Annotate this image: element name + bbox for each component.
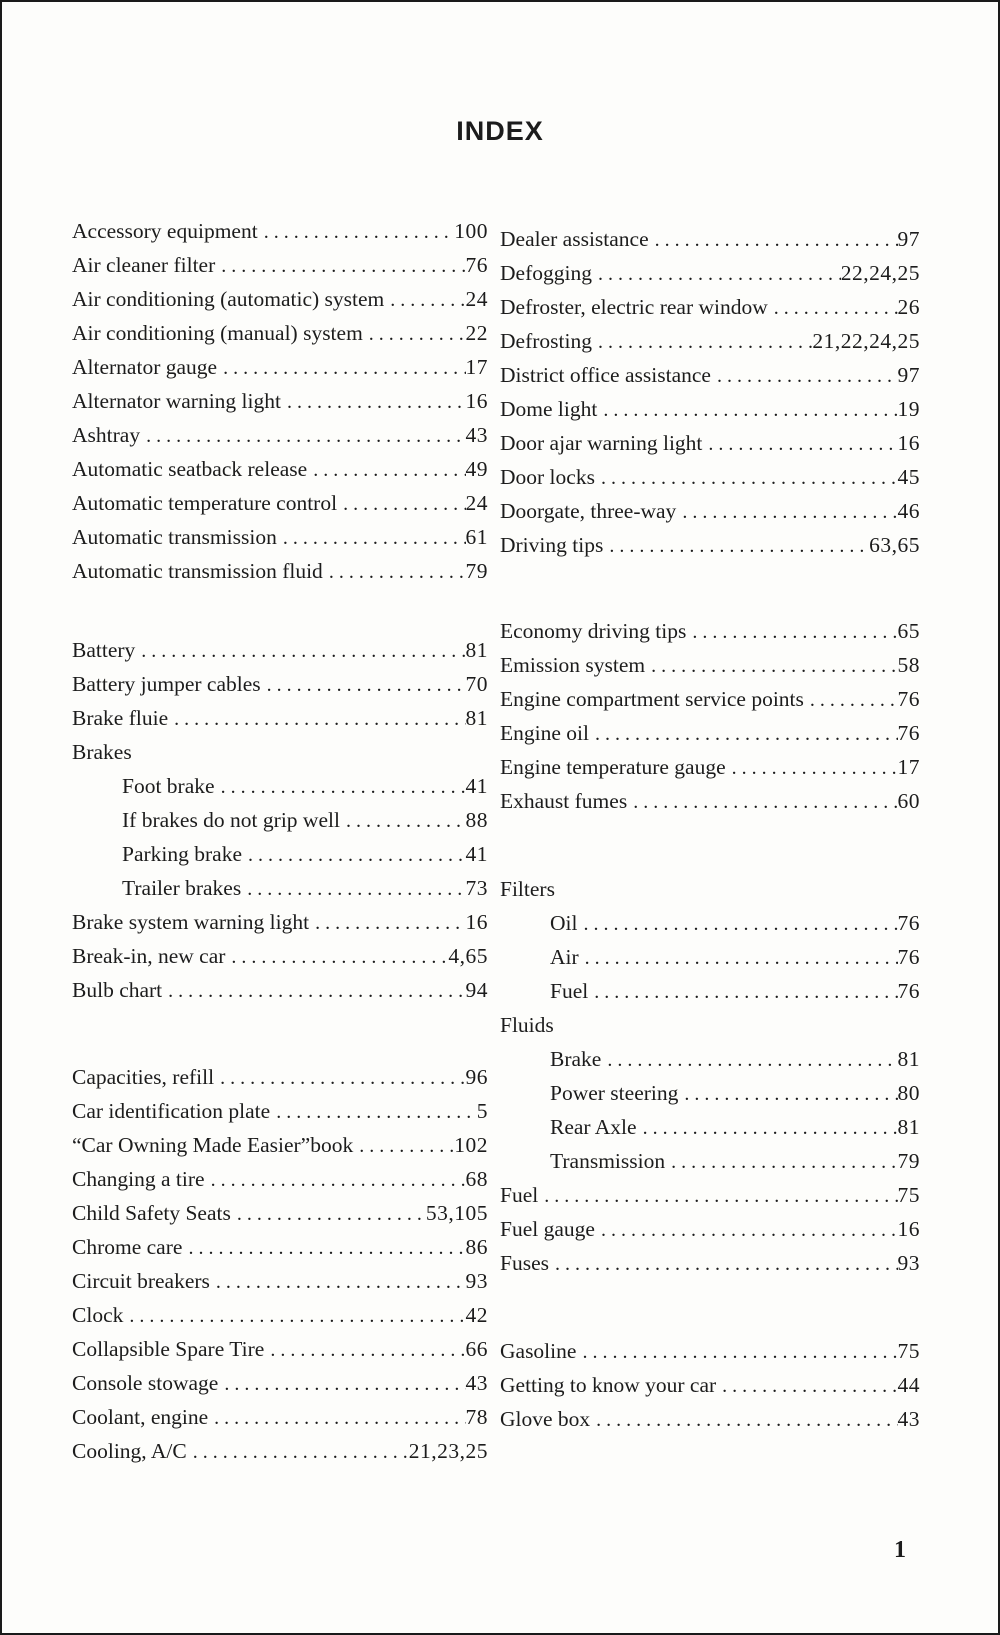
dot-leader bbox=[579, 941, 898, 974]
dot-leader bbox=[258, 215, 455, 248]
dot-leader bbox=[210, 1265, 466, 1298]
entry-pages: 17 bbox=[465, 355, 488, 379]
entry-pages: 26 bbox=[897, 295, 920, 319]
entry-pages: 76 bbox=[897, 721, 920, 745]
index-entry bbox=[72, 1298, 488, 1332]
entry-label: Emission system bbox=[500, 653, 646, 677]
entry-label: Fuses bbox=[500, 1251, 549, 1275]
entry-pages: 76 bbox=[897, 945, 920, 969]
entry-label: Engine temperature gauge bbox=[500, 755, 726, 779]
index-subentry bbox=[500, 1042, 920, 1076]
entry-label: Brake fluie bbox=[72, 706, 169, 730]
dot-leader bbox=[538, 1179, 897, 1212]
dot-leader bbox=[225, 940, 448, 973]
index-subentry bbox=[72, 769, 488, 803]
dot-leader bbox=[726, 751, 898, 784]
entry-pages: 73 bbox=[465, 876, 488, 900]
entry-label: Automatic transmission bbox=[72, 525, 277, 549]
entry-pages: 41 bbox=[465, 842, 488, 866]
entry-label: Automatic seatback release bbox=[72, 457, 308, 481]
entry-label: Alternator gauge bbox=[72, 355, 218, 379]
entry-label: Alternator warning light bbox=[72, 389, 281, 413]
dot-leader bbox=[597, 393, 897, 426]
dot-leader bbox=[590, 1403, 897, 1436]
index-heading bbox=[500, 872, 920, 906]
dot-leader bbox=[576, 1335, 897, 1368]
index-group bbox=[72, 633, 488, 1007]
entry-label: Break-in, new car bbox=[72, 944, 226, 968]
entry-pages: 81 bbox=[897, 1115, 920, 1139]
dot-leader bbox=[649, 223, 898, 256]
dot-leader bbox=[323, 555, 466, 588]
dot-leader bbox=[711, 359, 898, 392]
index-subentry bbox=[72, 871, 488, 905]
entry-pages: 88 bbox=[465, 808, 488, 832]
index-entry bbox=[72, 418, 488, 452]
dot-leader bbox=[686, 615, 897, 648]
entry-pages: 96 bbox=[465, 1065, 488, 1089]
entry-label: Brakes bbox=[72, 740, 132, 764]
index-entry bbox=[72, 350, 488, 384]
entry-pages: 102 bbox=[454, 1133, 488, 1157]
index-subentry bbox=[72, 803, 488, 837]
index-entry bbox=[72, 1060, 488, 1094]
entry-pages: 4,65 bbox=[448, 944, 488, 968]
index-entry bbox=[500, 1402, 920, 1436]
dot-leader bbox=[804, 683, 898, 716]
entry-pages: 97 bbox=[897, 363, 920, 387]
entry-label: Automatic transmission fluid bbox=[72, 559, 323, 583]
dot-leader bbox=[218, 1367, 465, 1400]
entry-pages: 16 bbox=[465, 910, 488, 934]
dot-leader bbox=[168, 702, 465, 735]
index-entry bbox=[72, 701, 488, 735]
index-entry bbox=[72, 316, 488, 350]
index-entry bbox=[72, 1400, 488, 1434]
entry-pages: 22,24,25 bbox=[840, 261, 920, 285]
index-entry bbox=[500, 494, 920, 528]
entry-label: Brake system warning light bbox=[72, 910, 310, 934]
dot-leader bbox=[337, 487, 465, 520]
entry-pages: 79 bbox=[897, 1149, 920, 1173]
entry-label: Engine oil bbox=[500, 721, 589, 745]
entry-label: Exhaust fumes bbox=[500, 789, 628, 813]
index-entry bbox=[500, 648, 920, 682]
entry-label: Oil bbox=[550, 911, 578, 935]
entry-label: Doorgate, three-way bbox=[500, 499, 677, 523]
entry-pages: 94 bbox=[465, 978, 488, 1002]
dot-leader bbox=[595, 1213, 898, 1246]
page-title: INDEX bbox=[456, 116, 544, 146]
dot-leader bbox=[281, 385, 466, 418]
entry-pages: 43 bbox=[465, 423, 488, 447]
dot-leader bbox=[601, 1043, 897, 1076]
entry-pages: 24 bbox=[465, 287, 488, 311]
entry-pages: 65 bbox=[897, 619, 920, 643]
index-entry bbox=[500, 426, 920, 460]
entry-label: Fuel gauge bbox=[500, 1217, 595, 1241]
index-entry bbox=[72, 554, 488, 588]
entry-label: Air conditioning (manual) system bbox=[72, 321, 363, 345]
index-entry bbox=[72, 633, 488, 667]
entry-pages: 45 bbox=[897, 465, 920, 489]
index-group bbox=[500, 222, 920, 562]
entry-label: Circuit breakers bbox=[72, 1269, 210, 1293]
dot-leader bbox=[140, 419, 465, 452]
entry-label: Capacities, refill bbox=[72, 1065, 215, 1089]
entry-pages: 42 bbox=[465, 1303, 488, 1327]
entry-label: Defogging bbox=[500, 261, 592, 285]
entry-label: Fuel bbox=[500, 1183, 539, 1207]
dot-leader bbox=[264, 1333, 465, 1366]
entry-label: Battery jumper cables bbox=[72, 672, 261, 696]
index-entry bbox=[500, 750, 920, 784]
entry-label: Coolant, engine bbox=[72, 1405, 209, 1429]
entry-pages: 49 bbox=[465, 457, 488, 481]
entry-pages: 81 bbox=[465, 706, 488, 730]
entry-label: Changing a tire bbox=[72, 1167, 205, 1191]
dot-leader bbox=[182, 1231, 465, 1264]
index-subentry bbox=[72, 837, 488, 871]
entry-pages: 16 bbox=[897, 1217, 920, 1241]
index-subentry bbox=[500, 906, 920, 940]
dot-leader bbox=[384, 283, 465, 316]
entry-label: Air conditioning (automatic) system bbox=[72, 287, 385, 311]
index-subentry bbox=[500, 974, 920, 1008]
entry-pages: 81 bbox=[897, 1047, 920, 1071]
index-entry bbox=[500, 1368, 920, 1402]
entry-label: Battery bbox=[72, 638, 136, 662]
index-entry bbox=[72, 384, 488, 418]
index-entry bbox=[72, 248, 488, 282]
dot-leader bbox=[208, 1401, 465, 1434]
dot-leader bbox=[716, 1369, 897, 1402]
entry-pages: 76 bbox=[897, 687, 920, 711]
index-entry bbox=[500, 528, 920, 562]
dot-leader bbox=[676, 495, 897, 528]
entry-pages: 43 bbox=[465, 1371, 488, 1395]
entry-label: Air cleaner filter bbox=[72, 253, 216, 277]
entry-label: Power steering bbox=[550, 1081, 679, 1105]
entry-pages: 61 bbox=[465, 525, 488, 549]
entry-label: Gasoline bbox=[500, 1339, 577, 1363]
index-entry bbox=[72, 667, 488, 701]
dot-leader bbox=[592, 325, 812, 358]
entry-label: Trailer brakes bbox=[122, 876, 242, 900]
dot-leader bbox=[577, 907, 897, 940]
index-entry bbox=[500, 1212, 920, 1246]
entry-pages: 80 bbox=[897, 1081, 920, 1105]
index-entry bbox=[500, 392, 920, 426]
entry-pages: 66 bbox=[465, 1337, 488, 1361]
entry-pages: 93 bbox=[897, 1251, 920, 1275]
dot-leader bbox=[645, 649, 897, 682]
entry-pages: 81 bbox=[465, 638, 488, 662]
dot-leader bbox=[187, 1435, 409, 1468]
dot-leader bbox=[592, 257, 841, 290]
entry-label: Rear Axle bbox=[550, 1115, 637, 1139]
dot-leader bbox=[307, 453, 465, 486]
entry-pages: 41 bbox=[465, 774, 488, 798]
index-group bbox=[500, 1334, 920, 1436]
index-entry bbox=[72, 452, 488, 486]
index-entry bbox=[500, 614, 920, 648]
entry-label: Automatic temperature control bbox=[72, 491, 338, 515]
index-entry bbox=[500, 1178, 920, 1212]
entry-label: Accessory equipment bbox=[72, 219, 258, 243]
entry-label: Bulb chart bbox=[72, 978, 163, 1002]
entry-pages: 60 bbox=[897, 789, 920, 813]
entry-pages: 78 bbox=[465, 1405, 488, 1429]
dot-leader bbox=[702, 427, 897, 460]
index-entry bbox=[72, 905, 488, 939]
index-group bbox=[500, 872, 920, 1280]
entry-label: Air bbox=[550, 945, 579, 969]
entry-pages: 58 bbox=[897, 653, 920, 677]
entry-pages: 86 bbox=[465, 1235, 488, 1259]
index-entry bbox=[72, 1094, 488, 1128]
index-entry bbox=[72, 1162, 488, 1196]
index-entry bbox=[500, 1334, 920, 1368]
dot-leader bbox=[215, 770, 466, 803]
entry-label: Transmission bbox=[550, 1149, 666, 1173]
entry-pages: 19 bbox=[897, 397, 920, 421]
dot-leader bbox=[309, 906, 465, 939]
dot-leader bbox=[261, 668, 466, 701]
entry-pages: 70 bbox=[465, 672, 488, 696]
entry-label: District office assistance bbox=[500, 363, 711, 387]
entry-label: Door locks bbox=[500, 465, 595, 489]
entry-label: Child Safety Seats bbox=[72, 1201, 231, 1225]
dot-leader bbox=[123, 1299, 465, 1332]
index-entry bbox=[72, 1332, 488, 1366]
entry-label: Fuel bbox=[550, 979, 589, 1003]
dot-leader bbox=[588, 975, 897, 1008]
entry-pages: 68 bbox=[465, 1167, 488, 1191]
entry-label: Parking brake bbox=[122, 842, 243, 866]
entry-pages: 16 bbox=[465, 389, 488, 413]
dot-leader bbox=[353, 1129, 454, 1162]
entry-pages: 100 bbox=[454, 219, 488, 243]
dot-leader bbox=[217, 351, 465, 384]
dot-leader bbox=[277, 521, 466, 554]
entry-label: Defroster, electric rear window bbox=[500, 295, 768, 319]
entry-pages: 76 bbox=[897, 911, 920, 935]
entry-label: Ashtray bbox=[72, 423, 141, 447]
index-entry bbox=[72, 282, 488, 316]
dot-leader bbox=[589, 717, 898, 750]
dot-leader bbox=[242, 838, 465, 871]
dot-leader bbox=[205, 1163, 466, 1196]
entry-pages: 97 bbox=[897, 227, 920, 251]
entry-pages: 43 bbox=[897, 1407, 920, 1431]
index-group bbox=[72, 1060, 488, 1468]
dot-leader bbox=[162, 974, 465, 1007]
dot-leader bbox=[637, 1111, 898, 1144]
entry-pages: 44 bbox=[897, 1373, 920, 1397]
entry-label: Collapsible Spare Tire bbox=[72, 1337, 265, 1361]
entry-label: Foot brake bbox=[122, 774, 215, 798]
entry-label: Defrosting bbox=[500, 329, 592, 353]
index-entry bbox=[72, 214, 488, 248]
entry-label: Dealer assistance bbox=[500, 227, 649, 251]
entry-label: Door ajar warning light bbox=[500, 431, 703, 455]
index-group bbox=[72, 214, 488, 588]
index-entry bbox=[500, 256, 920, 290]
entry-label: “Car Owning Made Easier”book bbox=[72, 1133, 354, 1157]
index-entry bbox=[500, 716, 920, 750]
dot-leader bbox=[270, 1095, 477, 1128]
index-entry bbox=[72, 520, 488, 554]
entry-pages: 75 bbox=[897, 1339, 920, 1363]
entry-pages: 21,22,24,25 bbox=[812, 329, 920, 353]
entry-pages: 21,23,25 bbox=[408, 1439, 488, 1463]
entry-pages: 76 bbox=[465, 253, 488, 277]
index-subentry bbox=[500, 940, 920, 974]
dot-leader bbox=[231, 1197, 426, 1230]
entry-pages: 17 bbox=[897, 755, 920, 779]
dot-leader bbox=[363, 317, 466, 350]
index-subentry bbox=[500, 1076, 920, 1110]
entry-label: Brake bbox=[550, 1047, 602, 1071]
index-entry bbox=[72, 1230, 488, 1264]
dot-leader bbox=[214, 1061, 465, 1094]
index-entry bbox=[72, 973, 488, 1007]
index-entry bbox=[72, 1264, 488, 1298]
entry-label: Economy driving tips bbox=[500, 619, 687, 643]
index-entry bbox=[500, 1246, 920, 1280]
index-entry bbox=[500, 460, 920, 494]
entry-label: Cooling, A/C bbox=[72, 1439, 187, 1463]
index-entry bbox=[72, 1128, 488, 1162]
entry-label: Dome light bbox=[500, 397, 598, 421]
entry-label: Glove box bbox=[500, 1407, 591, 1431]
page-number: 1 bbox=[894, 1537, 906, 1563]
index-heading bbox=[500, 1008, 920, 1042]
entry-label: Fluids bbox=[500, 1013, 554, 1037]
entry-label: Engine compartment service points bbox=[500, 687, 804, 711]
index-entry bbox=[72, 1434, 488, 1468]
entry-pages: 93 bbox=[465, 1269, 488, 1293]
index-entry bbox=[500, 290, 920, 324]
entry-label: Chrome care bbox=[72, 1235, 183, 1259]
entry-label: Car identification plate bbox=[72, 1099, 271, 1123]
entry-label: Driving tips bbox=[500, 533, 604, 557]
index-entry bbox=[72, 1366, 488, 1400]
dot-leader bbox=[549, 1247, 898, 1280]
entry-pages: 22 bbox=[465, 321, 488, 345]
index-entry bbox=[72, 486, 488, 520]
index-entry bbox=[500, 324, 920, 358]
index-group bbox=[500, 614, 920, 818]
dot-leader bbox=[135, 634, 465, 667]
index-subentry bbox=[500, 1110, 920, 1144]
dot-leader bbox=[627, 785, 897, 818]
entry-pages: 46 bbox=[897, 499, 920, 523]
entry-label: Filters bbox=[500, 877, 555, 901]
entry-label: Getting to know your car bbox=[500, 1373, 717, 1397]
dot-leader bbox=[340, 804, 466, 837]
entry-label: Clock bbox=[72, 1303, 124, 1327]
entry-pages: 63,65 bbox=[869, 533, 920, 557]
entry-pages: 79 bbox=[465, 559, 488, 583]
index-entry bbox=[500, 222, 920, 256]
index-heading bbox=[72, 735, 488, 769]
index-entry bbox=[500, 358, 920, 392]
dot-leader bbox=[603, 529, 869, 562]
dot-leader bbox=[595, 461, 898, 494]
dot-leader bbox=[678, 1077, 897, 1110]
entry-pages: 76 bbox=[897, 979, 920, 1003]
entry-pages: 16 bbox=[897, 431, 920, 455]
entry-label: If brakes do not grip well bbox=[122, 808, 340, 832]
entry-pages: 5 bbox=[476, 1099, 488, 1123]
entry-pages: 24 bbox=[465, 491, 488, 515]
index-entry bbox=[72, 939, 488, 973]
dot-leader bbox=[215, 249, 465, 282]
index-entry bbox=[72, 1196, 488, 1230]
dot-leader bbox=[241, 872, 465, 905]
dot-leader bbox=[665, 1145, 897, 1178]
index-entry bbox=[500, 682, 920, 716]
entry-pages: 53,105 bbox=[425, 1201, 488, 1225]
index-subentry bbox=[500, 1144, 920, 1178]
dot-leader bbox=[768, 291, 898, 324]
index-entry bbox=[500, 784, 920, 818]
entry-label: Console stowage bbox=[72, 1371, 219, 1395]
entry-pages: 75 bbox=[897, 1183, 920, 1207]
